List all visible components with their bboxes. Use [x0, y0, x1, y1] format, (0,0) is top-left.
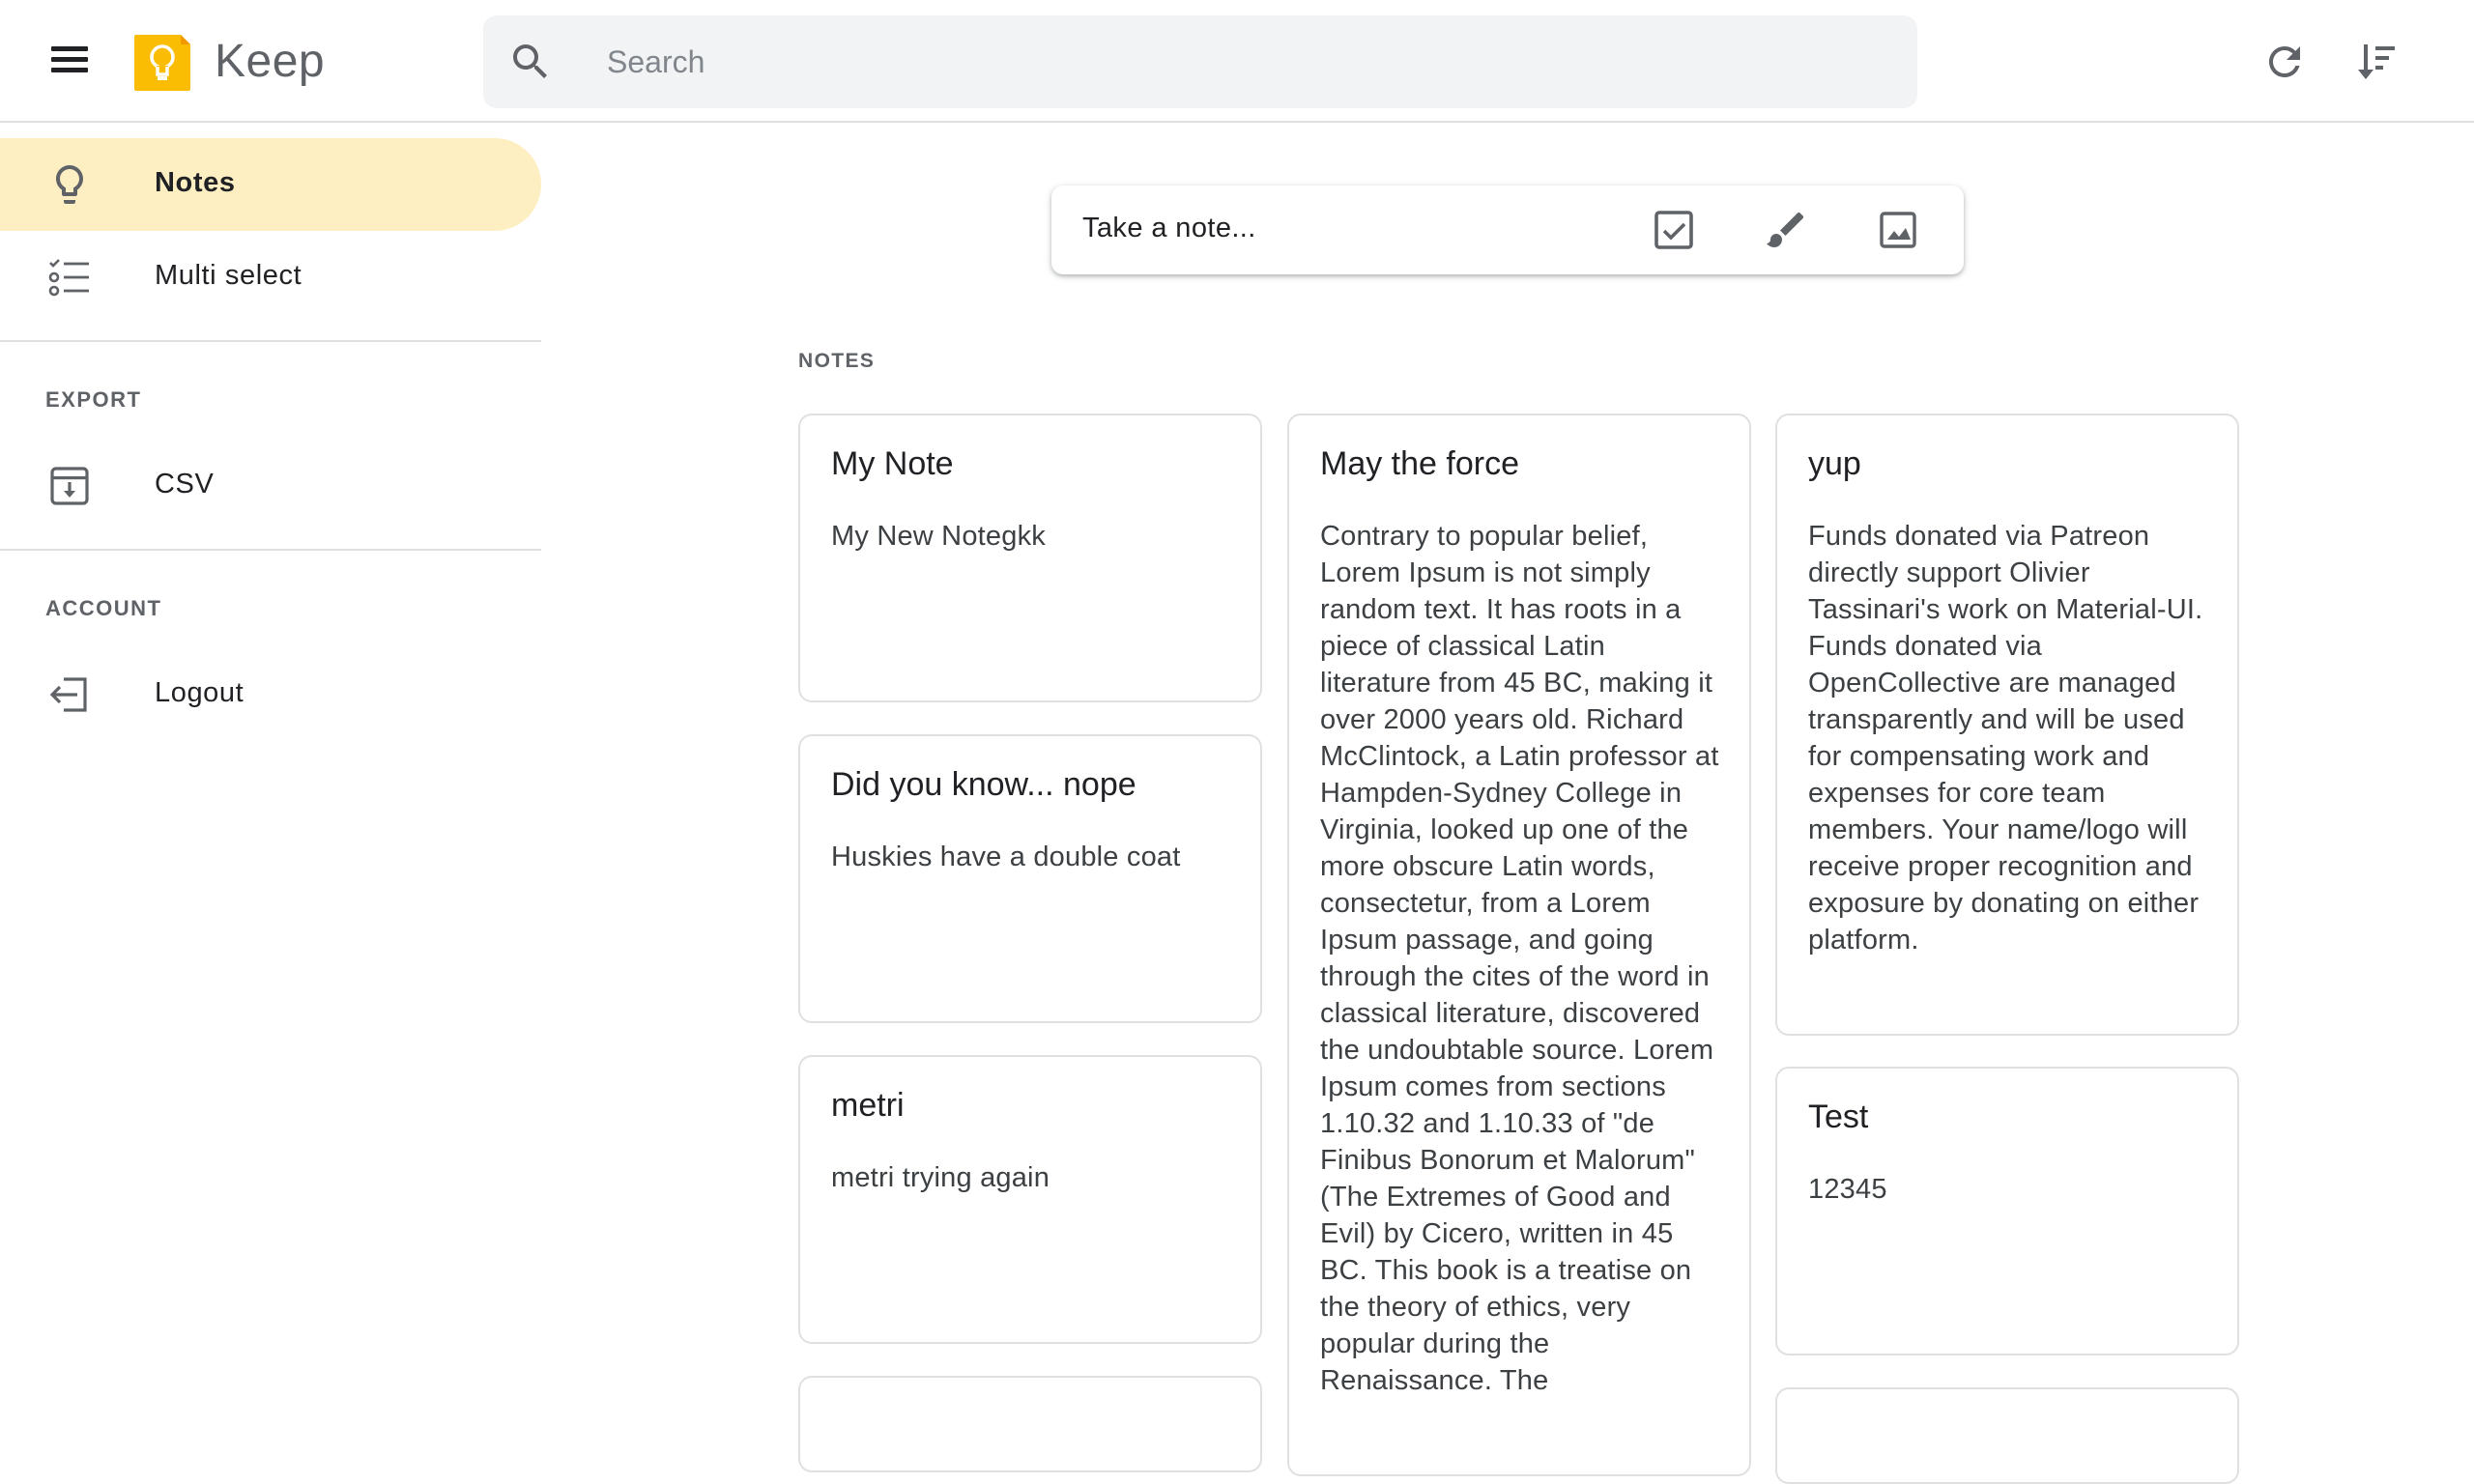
archive-download-icon	[46, 463, 93, 509]
note-card[interactable]	[1775, 414, 2239, 1036]
note-title: yup	[1808, 445, 1861, 482]
search-icon[interactable]	[507, 39, 554, 85]
note-title: My Note	[831, 445, 954, 482]
top-app-bar	[0, 0, 2474, 123]
sidebar-item-label: Logout	[155, 677, 245, 708]
checkbox-icon[interactable]	[1651, 207, 1697, 253]
note-body: Huskies have a double coat	[831, 842, 1181, 872]
notes-section-label: NOTES	[798, 350, 876, 372]
sidebar-item-multi-select[interactable]	[0, 231, 541, 324]
note-card[interactable]	[798, 1055, 1262, 1344]
sidebar-divider	[0, 340, 541, 342]
note-title: Test	[1808, 1099, 1869, 1135]
note-body: Funds donated via Patreon directly support Olivier Tassinari's work on Material-UI. Funds donated via OpenCollective are managed transparently and will be used for compensating work and expenses for core team members. Your name/logo will receive proper recognition and exposure by donating on either platform.	[1808, 521, 2203, 956]
brush-icon[interactable]	[1763, 207, 1809, 253]
sidebar	[0, 125, 541, 1391]
sort-icon[interactable]	[2354, 39, 2401, 85]
sidebar-item-notes[interactable]	[0, 138, 541, 231]
note-card[interactable]	[1287, 414, 1751, 1476]
checklist-icon	[46, 254, 93, 300]
export-section-title: EXPORT	[45, 387, 142, 412]
note-card[interactable]	[798, 414, 1262, 702]
image-icon[interactable]	[1875, 207, 1921, 253]
note-title: Did you know... nope	[831, 766, 1136, 803]
sidebar-item-label: CSV	[155, 469, 215, 499]
note-card[interactable]	[798, 734, 1262, 1023]
take-note-placeholder: Take a note...	[1082, 213, 1256, 243]
sidebar-item-csv[interactable]	[0, 440, 541, 532]
app-title: Keep	[215, 36, 326, 87]
account-section-title: ACCOUNT	[45, 596, 162, 620]
take-note-bar[interactable]	[1051, 186, 1964, 274]
note-title: May the force	[1320, 445, 1519, 482]
note-body: metri trying again	[831, 1162, 1050, 1193]
sidebar-item-label: Notes	[155, 167, 236, 198]
menu-icon[interactable]	[43, 41, 97, 83]
sidebar-item-logout[interactable]	[0, 648, 541, 741]
refresh-icon[interactable]	[2261, 39, 2308, 85]
lightbulb-icon	[46, 161, 93, 208]
keep-logo-icon	[130, 31, 194, 95]
note-card[interactable]	[798, 1376, 1262, 1472]
note-body: Contrary to popular belief, Lorem Ipsum is not simply random text. It has roots in a piece of classical Latin literature from 45 BC, making it over 2000 years old. Richard McClintock, a Latin professor at Hampden-Sydney College in Virginia, looked up one of the more obscure Latin words, consectetur, from a Lorem Ipsum passage, and going through the cites of the word in classical literature, discovered the undoubtable source. Lorem Ipsum comes from sections 1.10.32 and 1.10.33 of "de Finibus Bonorum et Malorum" (The Extremes of Good and Evil) by Cicero, written in 45 BC. This book is a treatise on the theory of ethics, very popular during the Renaissance. The	[1320, 521, 1719, 1396]
logout-icon	[46, 671, 93, 718]
note-body: 12345	[1808, 1174, 1887, 1205]
note-body: My New Notegkk	[831, 521, 1046, 552]
note-title: metri	[831, 1087, 905, 1124]
note-card[interactable]	[1775, 1067, 2239, 1356]
sidebar-divider	[0, 549, 541, 551]
search-input[interactable]	[607, 35, 1863, 89]
sidebar-item-label: Multi select	[155, 260, 302, 291]
note-card[interactable]	[1775, 1387, 2239, 1484]
